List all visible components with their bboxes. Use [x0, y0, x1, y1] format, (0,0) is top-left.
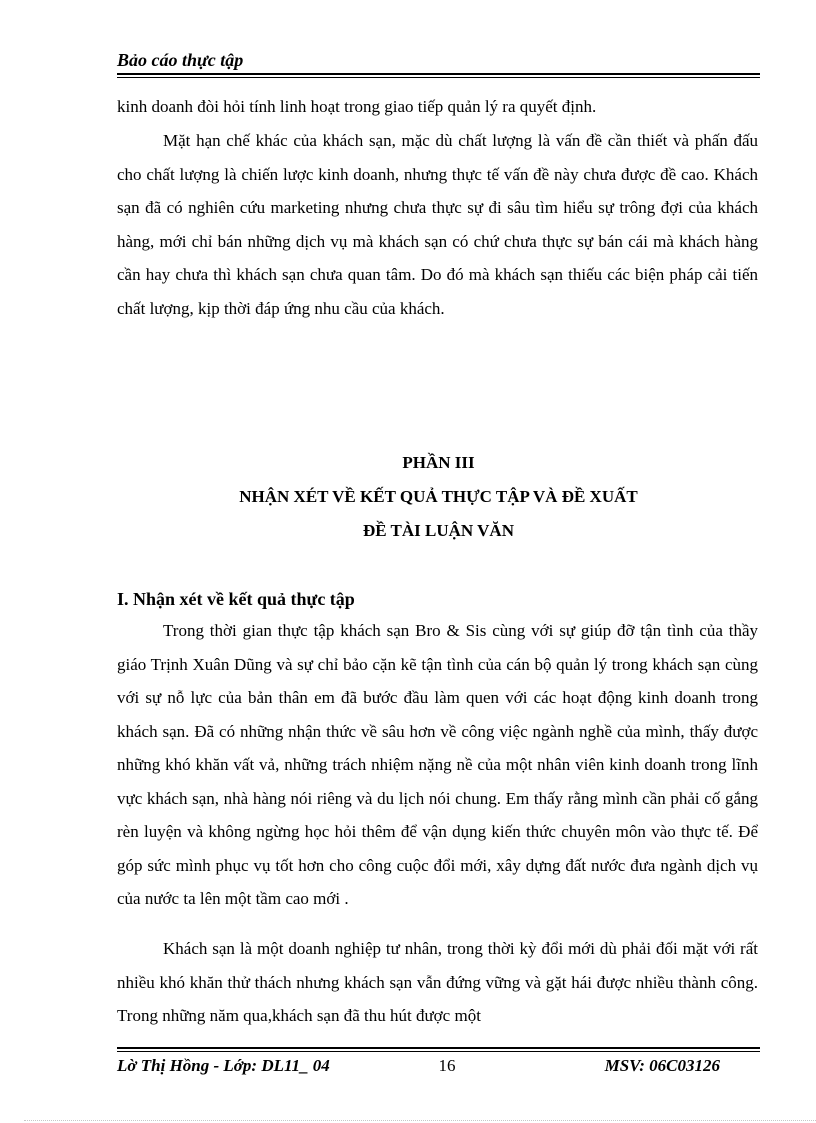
section-heading: I. Nhận xét về kết quả thực tập: [117, 589, 355, 609]
part-title-line-1: NHẬN XÉT VỀ KẾT QUẢ THỰC TẬP VÀ ĐỀ XUẤT: [239, 487, 638, 506]
header-title: Bảo cáo thực tập: [117, 50, 244, 70]
body-paragraph-1: kinh doanh đòi hỏi tính linh hoạt trong giao tiếp quản lý ra quyết định.: [117, 97, 597, 116]
body-paragraph-3: Trong thời gian thực tập khách sạn Bro & Sis cùng với sự giúp đỡ tận tình của thầy giáo Trịnh Xuân Dũng và sự chỉ bảo cặn kẽ tận tình của cán bộ quản lý trong khách sạn cùng với sự nỗ lực của bản thân em đã bước đầu làm quen với các hoạt động kinh doanh trong khách sạn. Đã có những nhận thức về sâu hơn về công việc ngành nghề của mình, thấy được những khó khăn vất vả, những trách nhiệm nặng nề của một nhân viên kinh doanh trong lĩnh vực khách sạn, nhà hàng nói riêng và du lịch nói chung. Em thấy rằng mình cần phải cố gắng rèn luyện và không ngừng học hỏi thêm để vận dụng kiến thức chuyên môn vào thực tế. Để góp sức mình phục vụ tốt hơn cho công cuộc đổi mới, xây dựng đất nước đưa ngành dịch vụ của nước ta lên một tầm cao mới .: [117, 621, 758, 908]
part-title-line-2: ĐỀ TÀI LUẬN VĂN: [363, 521, 514, 540]
body-paragraph-2: Mặt hạn chế khác của khách sạn, mặc dù chất lượng là vấn đề cần thiết và phấn đấu cho chất lượng là chiến lược kinh doanh, nhưng thực tế vấn đề này chưa được đề cao. Khách sạn đã có nghiên cứu marketing nhưng chưa thực sự đi sâu tìm hiểu sự trông đợi của khách hàng, mới chỉ bán những dịch vụ mà khách sạn có chứ chưa thực sự bán cái mà khách hàng cần hay chưa thì khách sạn chưa quan tâm. Do đó mà khách sạn thiếu các biện pháp cải tiến chất lượng, kịp thời đáp ứng nhu cầu của khách.: [117, 131, 758, 318]
page-number: 16: [438, 1056, 456, 1075]
body-paragraph-4: Khách sạn là một doanh nghiệp tư nhân, trong thời kỳ đổi mới dù phải đối mặt với rất nhiều khó khăn thử thách nhưng khách sạn vẫn đứng vững và gặt hái được nhiều thành công. Trong những năm qua,khách sạn đã thu hút được một: [117, 939, 758, 1025]
header-rule-thick: [117, 73, 760, 75]
footer-student-id: MSV: 06C03126: [604, 1056, 720, 1075]
footer-rule-thin: [117, 1051, 760, 1052]
footer-rule-thick: [117, 1047, 760, 1049]
part-heading: PHẦN III: [402, 453, 475, 472]
footer-author: Lờ Thị Hồng - Lớp: DL11_ 04: [117, 1056, 330, 1075]
page-edge-divider: [24, 1120, 816, 1121]
header-rule-thin: [117, 77, 760, 78]
